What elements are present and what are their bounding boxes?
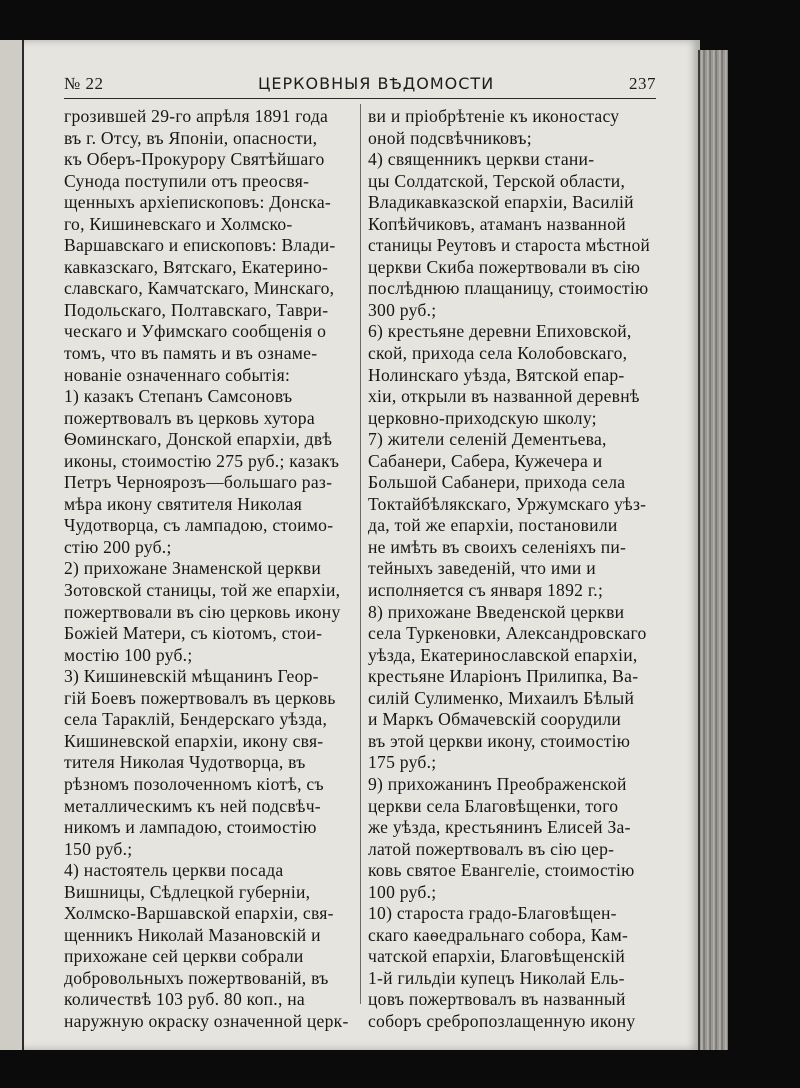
text-line: 4) настоятель церкви посада [64, 860, 284, 881]
text-line: Токтайбѣлякскаго, Уржумскаго уѣз- [368, 493, 647, 514]
text-line: хіи, открыли въ названной деревнѣ [368, 386, 640, 407]
text-line: пожертвовалъ въ церковь хутора [64, 407, 315, 428]
text-line: 175 руб.; [368, 752, 437, 773]
text-line: 8) прихожане Введенской церкви [368, 601, 625, 622]
text-line: Варшавскаго и епископовъ: Влади- [64, 235, 336, 256]
text-line: Подольскаго, Полтавскаго, Таври- [64, 299, 329, 320]
text-line: 100 руб.; [368, 881, 437, 902]
text-line: въ г. Отсу, въ Японіи, опасности, [64, 127, 318, 148]
text-line: гій Боевъ пожертвовалъ въ церковь [64, 687, 336, 708]
issue-number: № 22 [64, 74, 104, 93]
running-header [64, 70, 656, 100]
text-line: послѣднюю плащаницу, стоимостію [368, 278, 649, 299]
page-stack-edge [698, 50, 728, 1050]
text-line: цовъ пожертвовалъ въ названный [368, 989, 626, 1010]
text-line: Ѳоминскаго, Донской епархіи, двѣ [64, 429, 333, 450]
text-line: латой пожертвовалъ въ сію цер- [368, 838, 615, 859]
text-line: и Маркъ Обмачевскій соорудили [368, 709, 622, 730]
text-line: стію 200 руб.; [64, 536, 172, 557]
text-line: кавказскаго, Вятскаго, Екатерино- [64, 256, 329, 277]
text-line: скаго каѳедральнаго собора, Кам- [368, 924, 629, 945]
text-line: Кишиневской епархіи, икону свя- [64, 730, 324, 751]
text-line: пожертвовали въ сію церковь икону [64, 601, 341, 622]
text-line: уѣзда, Екатеринославской епархіи, [368, 644, 638, 665]
text-line: 6) крестьяне деревни Епиховской, [368, 321, 632, 342]
text-line: 9) прихожанинъ Преображенской [368, 773, 627, 794]
text-line: церкви Скиба пожертвовали въ сію [368, 256, 641, 277]
text-line: 3) Кишиневскій мѣщанинъ Геор- [64, 666, 319, 687]
right-text-column [368, 106, 650, 1033]
text-line: же уѣзда, крестьянинъ Елисей За- [368, 817, 631, 838]
text-line: ви и пріобрѣтеніе къ иконостасу [368, 106, 620, 126]
text-line: силій Сулименко, Михаилъ Бѣлый [368, 687, 635, 708]
text-line: 2) прихожане Знаменской церкви [64, 558, 322, 579]
text-line: мѣра икону святителя Николая [64, 493, 303, 514]
text-line: не имѣть въ своихъ селеніяхъ пи- [368, 536, 627, 557]
text-line: въ этой церкви икону, стоимостію [368, 730, 631, 751]
text-line: Петръ Черноярозъ—большаго раз- [64, 472, 333, 493]
text-line: Холмско-Варшавской епархіи, свя- [64, 903, 334, 924]
text-line: ской, прихода села Колобовскаго, [368, 343, 628, 364]
text-line: Нолинскаго уѣзда, Вятской епар- [368, 364, 625, 385]
text-line: тейныхъ заведеній, что ими и [368, 558, 596, 579]
text-line: добровольныхъ пожертвованій, въ [64, 967, 329, 988]
text-line: 10) староста градо-Благовѣщен- [368, 903, 617, 924]
text-line: 4) священникъ церкви стани- [368, 149, 595, 170]
text-line: 1-й гильдіи купецъ Николай Ель- [368, 967, 625, 988]
text-line: церковно-приходскую школу; [368, 407, 597, 428]
facing-page-edge [0, 40, 24, 1050]
text-line: соборъ сребропозлащенную икону [368, 1010, 636, 1031]
text-line: тителя Николая Чудотворца, въ [64, 752, 306, 773]
text-line: Зотовской станицы, той же епархіи, [64, 580, 341, 601]
text-line: ческаго и Уфимскаго сообщенія о [64, 321, 327, 342]
text-line: Чудотворца, съ лампадою, стоимо- [64, 515, 334, 536]
text-line: Вишницы, Сѣдлецкой губерніи, [64, 881, 311, 902]
text-line: Копѣйчиковъ, атаманъ названной [368, 213, 626, 234]
text-line: 1) казакъ Степанъ Самсоновъ [64, 386, 293, 407]
text-line: Владикавказской епархіи, Василій [368, 192, 634, 213]
text-line: къ Оберъ-Прокурору Святѣйшаго [64, 149, 325, 170]
text-line: церкви села Благовѣщенки, того [368, 795, 619, 816]
text-line: 150 руб.; [64, 838, 133, 859]
text-line: станицы Реутовъ и староста мѣстной [368, 235, 650, 256]
text-line: Божіей Матери, съ кіотомъ, стои- [64, 623, 323, 644]
text-line: го, Кишиневскаго и Холмско- [64, 213, 293, 234]
text-line: мостію 100 руб.; [64, 644, 193, 665]
text-line: оной подсвѣчниковъ; [368, 127, 532, 148]
text-line: щенникъ Николай Мазановскій и [64, 924, 321, 945]
text-line: исполняется съ января 1892 г.; [368, 580, 604, 601]
text-line: прихожане сей церкви собрали [64, 946, 304, 967]
text-line: крестьяне Иларіонъ Прилипка, Ва- [368, 666, 639, 687]
text-line: томъ, что въ память и въ ознаме- [64, 343, 318, 364]
column-divider [360, 104, 361, 1004]
text-line: рѣзномъ позолоченномъ кіотѣ, съ [64, 773, 324, 794]
text-line: металлическимъ къ ней подсвѣч- [64, 795, 321, 816]
text-line: наружную окраску означенной церк- [64, 1010, 349, 1031]
text-line: никомъ и лампадою, стоимостію [64, 817, 317, 838]
text-line: цы Солдатской, Терской области, [368, 170, 626, 191]
text-line: щенныхъ архіепископовъ: Донска- [64, 192, 332, 213]
text-line: количествѣ 103 руб. 80 коп., на [64, 989, 305, 1010]
text-line: да, той же епархіи, постановили [368, 515, 618, 536]
text-line: Большой Сабанери, прихода села [368, 472, 626, 493]
text-line: ковь святое Евангеліе, стоимостію [368, 860, 635, 881]
text-line: села Тараклій, Бендерскаго уѣзда, [64, 709, 328, 730]
text-line: чатской епархіи, Благовѣщенскій [368, 946, 625, 967]
text-line: Сунода поступили отъ преосвя- [64, 170, 310, 191]
text-line: Сабанери, Сабера, Кужечера и [368, 450, 603, 471]
text-line: 300 руб.; [368, 299, 437, 320]
text-line: славскаго, Камчатскаго, Минскаго, [64, 278, 335, 299]
text-line: села Туркеновки, Александровскаго [368, 623, 647, 644]
text-line: нованіе означеннаго событія: [64, 364, 291, 385]
header-rule [64, 98, 656, 99]
text-line: грозившей 29-го апрѣля 1891 года [64, 106, 329, 126]
page-number: 237 [629, 74, 656, 93]
text-line: иконы, стоимостію 275 руб.; казакъ [64, 450, 340, 471]
text-line: 7) жители селеній Дементьева, [368, 429, 607, 450]
left-text-column [64, 106, 354, 1033]
journal-title: ЦЕРКОВНЫЯ ВѢДОМОСТИ [258, 74, 495, 93]
